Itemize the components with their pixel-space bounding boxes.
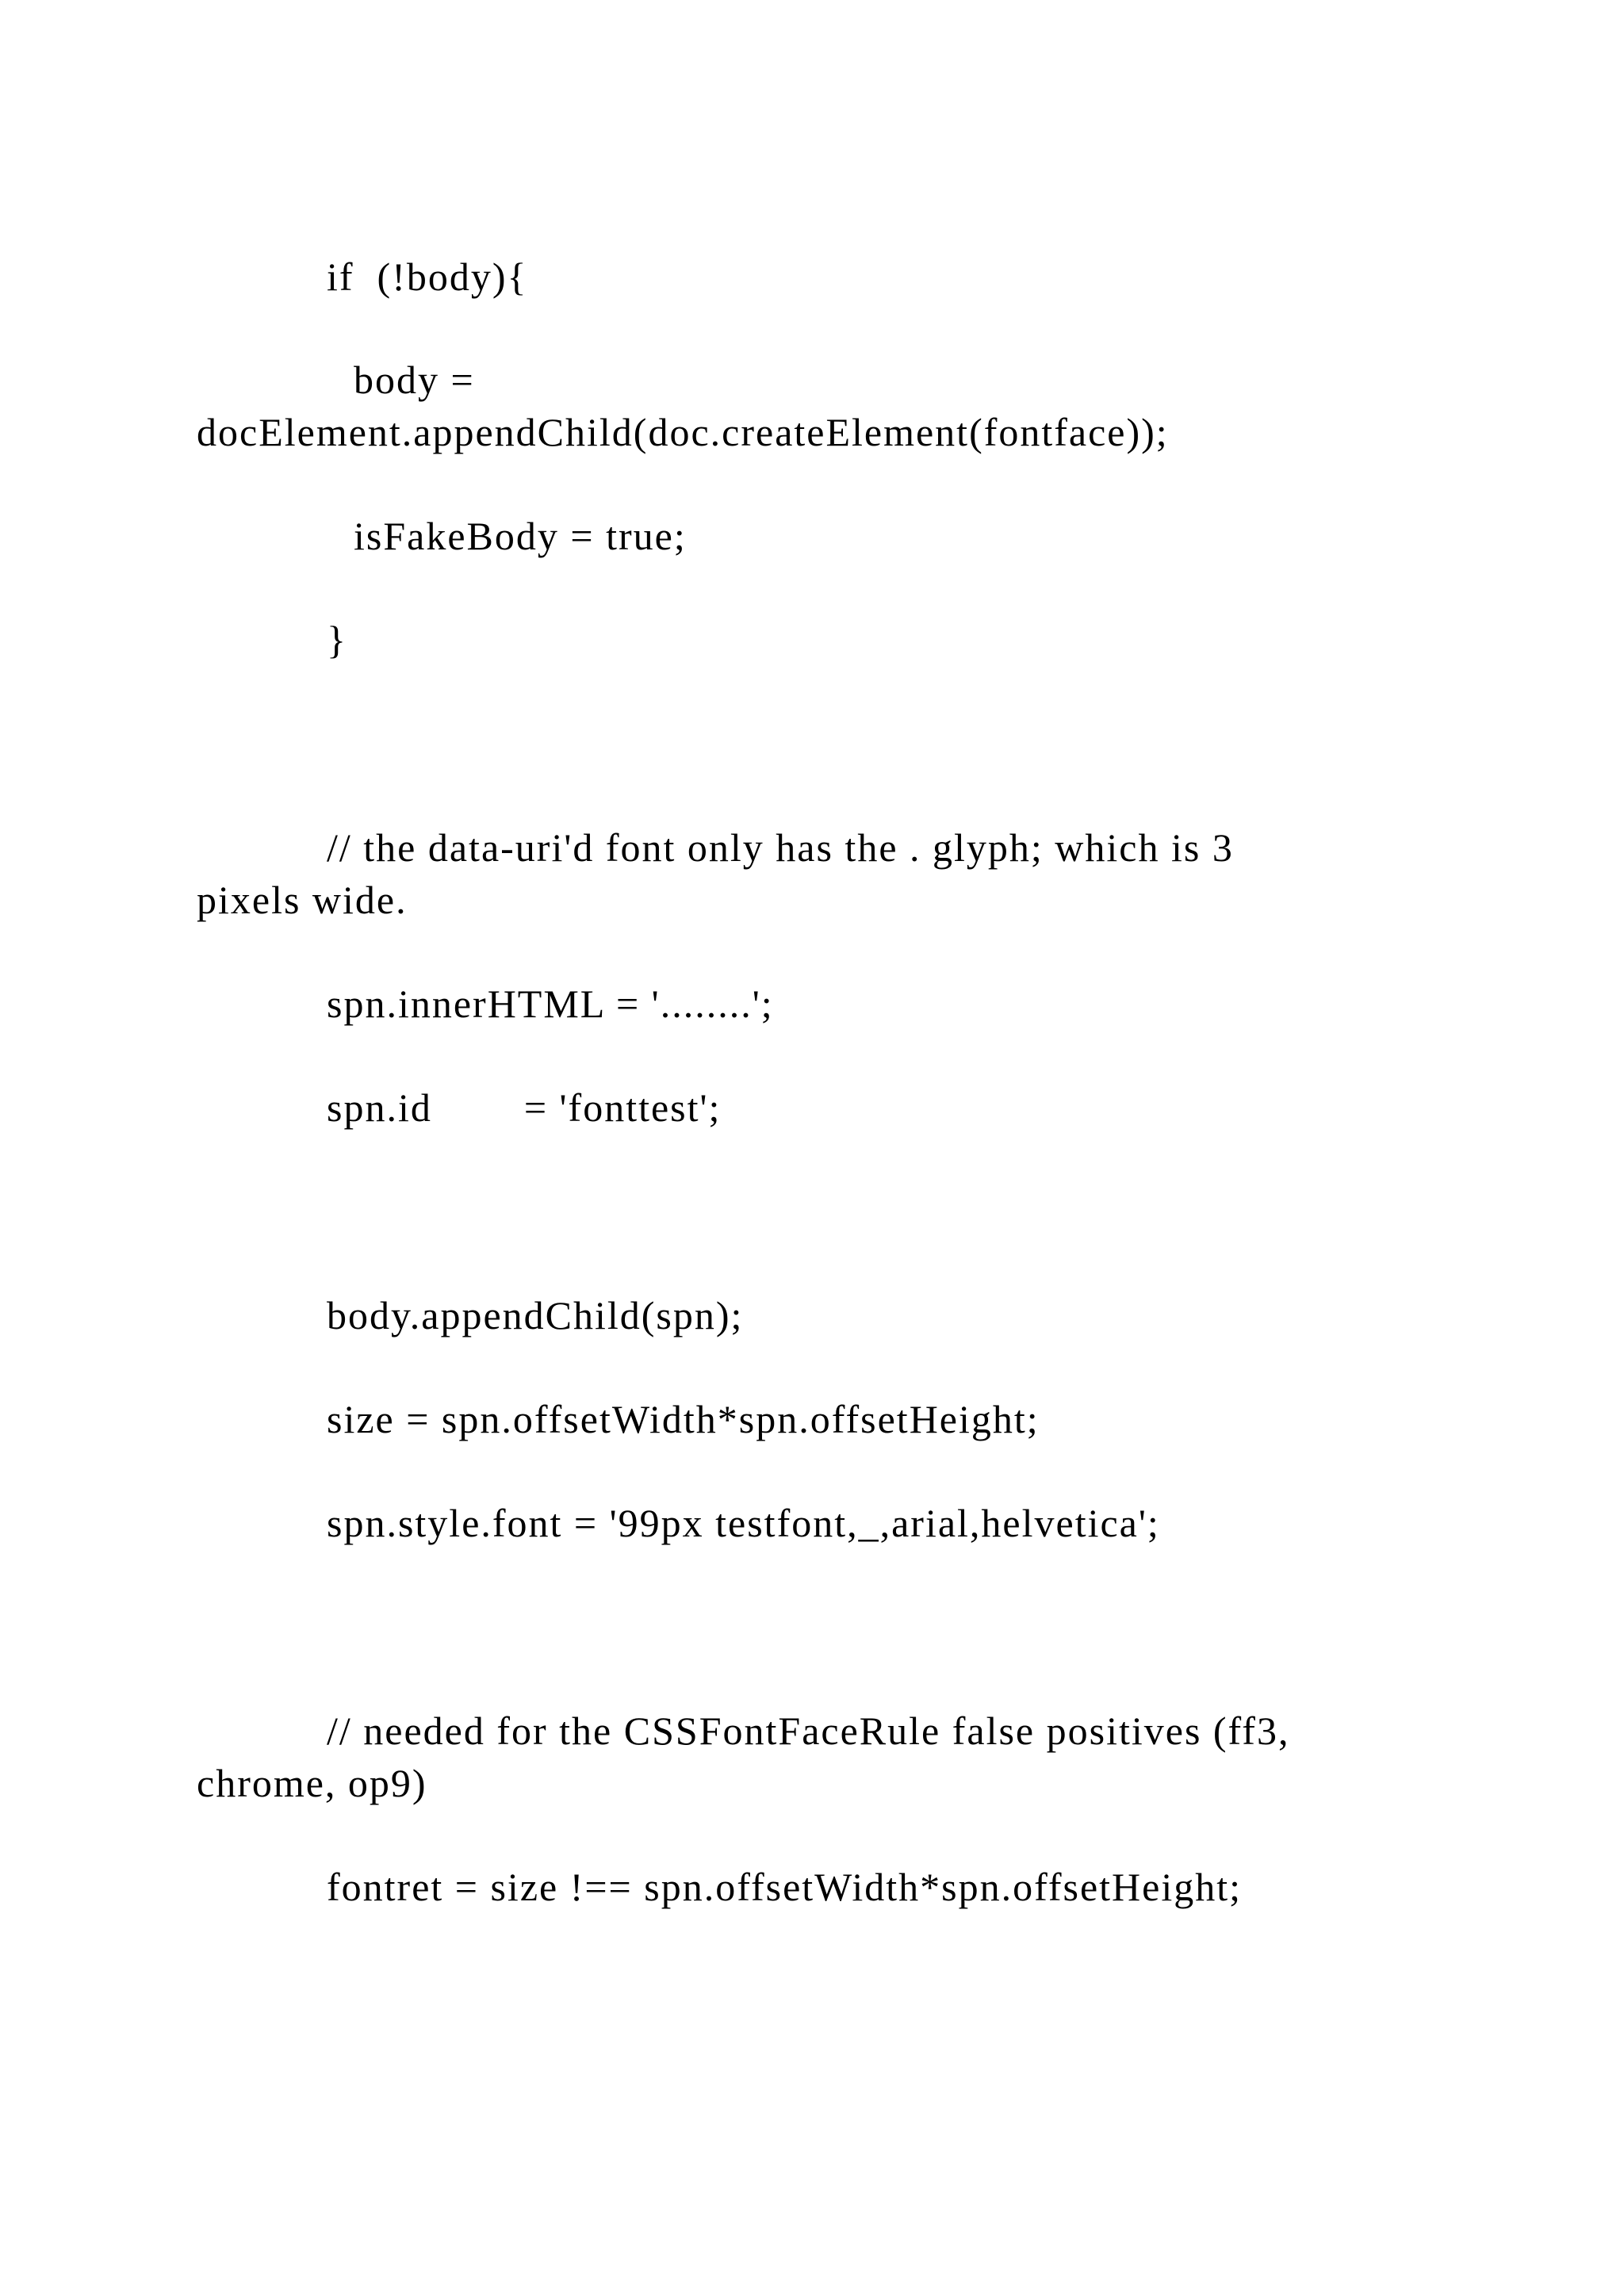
comment-line: // the data-uri'd font only has the . glyph; which is 3 <box>327 825 1234 870</box>
comment-line-continuation: pixels wide. <box>197 878 408 922</box>
code-line: size = spn.offsetWidth*spn.offsetHeight; <box>327 1397 1040 1441</box>
code-line-continuation: docElement.appendChild(doc.createElement(fontface)); <box>197 410 1169 454</box>
code-line: } <box>327 618 347 662</box>
code-line: spn.style.font = '99px testfont,_,arial,helvetica'; <box>327 1501 1160 1545</box>
code-line: spn.id = 'fonttest'; <box>327 1085 722 1130</box>
comment-line-continuation: chrome, op9) <box>197 1761 427 1805</box>
code-line: fontret = size !== spn.offsetWidth*spn.offsetHeight; <box>327 1865 1242 1909</box>
code-line: if (!body){ <box>327 254 528 299</box>
code-line: spn.innerHTML = '........'; <box>327 982 774 1026</box>
code-line: body = <box>354 358 475 402</box>
code-line: body.appendChild(spn); <box>327 1293 744 1337</box>
code-line: isFakeBody = true; <box>354 514 687 558</box>
comment-line: // needed for the CSSFontFaceRule false positives (ff3, <box>327 1709 1290 1753</box>
